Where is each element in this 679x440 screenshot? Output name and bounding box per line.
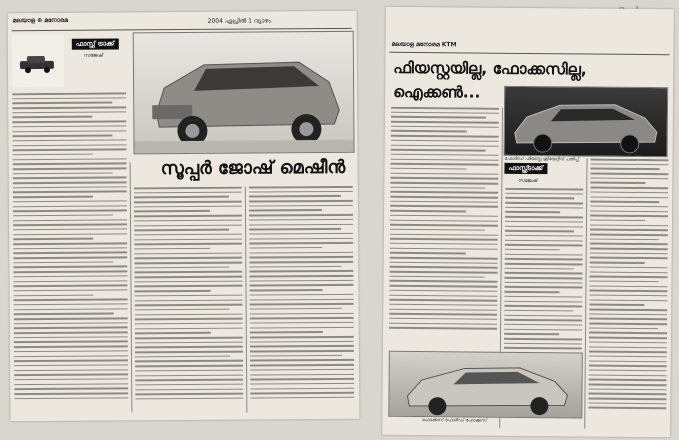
photo-caption-bottom: ഫോക്കസ് ഫോർഡ് ഫോക്കസ് — [422, 418, 488, 424]
left-masthead: മലയാള ⊕ മനോരമ — [12, 16, 68, 25]
hatchback-illustration — [505, 87, 668, 156]
right-column-tag: ഫാസ്റ്റ്ട്രാക്ക് — [504, 163, 547, 174]
left-text-column-3 — [249, 186, 355, 415]
left-newspaper-clipping — [8, 11, 360, 421]
left-column-tag: ഫാസ്റ്റ് ട്രാക്ക് — [72, 38, 119, 49]
right-header-rule — [389, 52, 669, 55]
focus-car-illustration — [389, 352, 582, 418]
right-newspaper-clipping — [382, 7, 674, 437]
right-text-column-2 — [504, 188, 583, 351]
photo-caption-top: ഫോർഡ് ഫിയസ്റ്റ ക്രിയേറ്റീവ് പതിപ്പ് — [504, 156, 579, 163]
suv-illustration — [134, 32, 354, 154]
left-text-column-1 — [12, 92, 128, 415]
right-column-divider-2 — [584, 159, 587, 429]
focus-car-photo — [388, 351, 583, 419]
left-headline: സൂപ്പർ ജോഷ് മെഷീൻ — [160, 156, 346, 180]
left-byline: സജേഷ് — [83, 52, 104, 59]
right-text-column-3 — [588, 159, 668, 430]
right-text-column-1 — [389, 107, 499, 346]
suv-photo — [133, 31, 355, 155]
car-icon — [18, 55, 58, 73]
right-masthead: മലയാള മനോരമ KTM — [391, 40, 457, 49]
right-byline: സജേഷ് — [518, 177, 538, 185]
left-text-column-2 — [134, 187, 244, 416]
left-column-divider-2 — [245, 187, 248, 413]
left-column-divider-1 — [130, 162, 133, 412]
left-date: 2004 ഏപ്രിൽ 1 വ്യാഴം — [207, 17, 271, 25]
right-headline-line1: ഫിയസ്റ്റയില്ല, ഫോക്കസില്ല, — [393, 58, 587, 79]
small-car-icon-box — [12, 35, 64, 87]
right-headline-line2: ഐക്കൺ... — [393, 82, 481, 102]
hatchback-photo — [504, 86, 669, 157]
